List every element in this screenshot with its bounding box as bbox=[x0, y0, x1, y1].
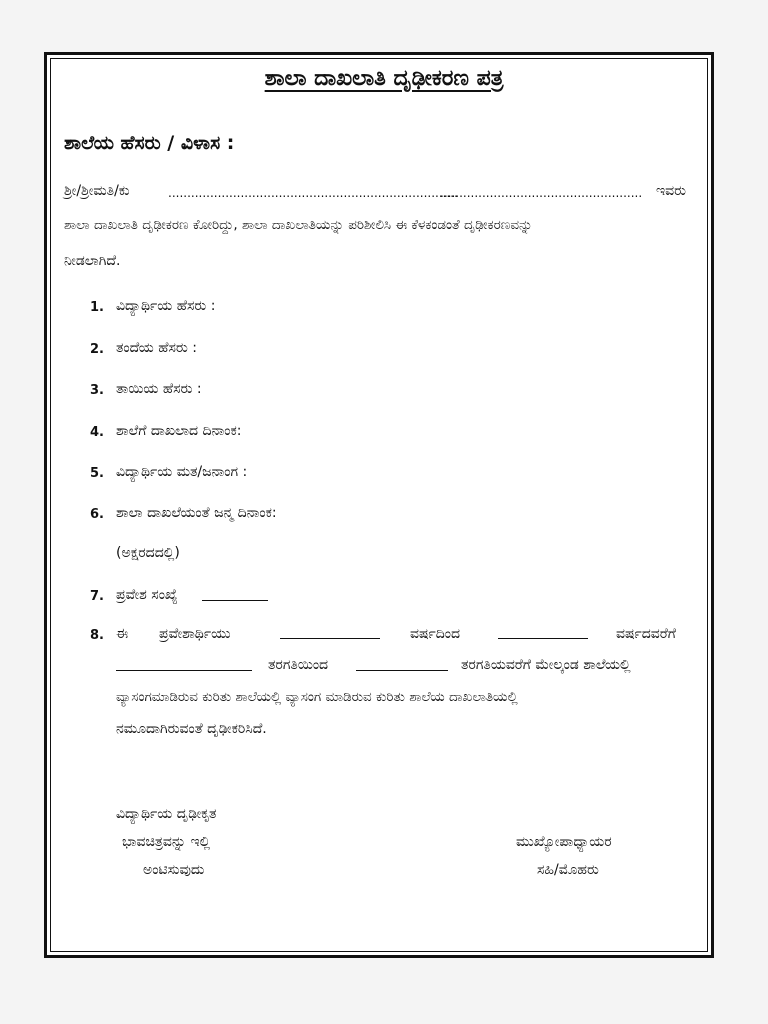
item-birth-date: ಶಾಲಾ ದಾಖಲೆಯಂತೆ ಜನ್ಮ ದಿನಾಂಕ: bbox=[116, 505, 277, 521]
ivaru-text: ಇವರು bbox=[656, 183, 686, 199]
item8-taragatiyinda: ತರಗತಿಯಿಂದ bbox=[268, 657, 329, 673]
item8-line2-end: ತರಗತಿಯವರೆಗೆ ಮೇಲ್ಕಂಡ ಶಾಲೆಯಲ್ಲಿ bbox=[461, 657, 631, 673]
name-dotted-line-2: ..................................................... bbox=[440, 186, 643, 200]
item-admission-date: ಶಾಲೆಗೆ ದಾಖಲಾದ ದಿನಾಂಕ: bbox=[116, 423, 242, 439]
intro-line-2: ಶಾಲಾ ದಾಖಲಾತಿ ದೃಢೀಕರಣ ಕೋರಿದ್ದು, ಶಾಲಾ ದಾಖಲಾತಿಯನ್ನು ಪರಿಶೀಲಿಸಿ ಈ ಕೆಳಕಂಡಂತೆ ದೃಢೀಕರಣವನ್ನು bbox=[64, 217, 533, 233]
in-words-label: (ಅಕ್ಷರದದಲ್ಲಿ) bbox=[116, 545, 180, 561]
item-admission-number: ಪ್ರವೇಶ ಸಂಖ್ಯೆ bbox=[116, 587, 178, 603]
photo-note-line-2: ಭಾವಚಿತ್ರವನ್ನು ಇಲ್ಲಿ bbox=[122, 834, 211, 850]
admission-number-blank bbox=[202, 600, 268, 601]
item-number: 6. bbox=[90, 507, 104, 522]
salutation: ಶ್ರೀ/ಶ್ರೀಮತಿ/ಕು bbox=[64, 183, 130, 199]
school-name-label: ಶಾಲೆಯ ಹೆಸರು / ವಿಳಾಸ : bbox=[64, 132, 235, 154]
item8-varshadinda: ವರ್ಷದಿಂದ bbox=[410, 626, 461, 642]
item8-pravesharthi: ಪ್ರವೇಶಾರ್ಥಿಯು bbox=[159, 626, 231, 642]
from-class-blank bbox=[116, 670, 252, 671]
item-number: 7. bbox=[90, 589, 104, 604]
item-student-name: ವಿದ್ಯಾರ್ಥಿಯ ಹೆಸರು : bbox=[116, 298, 216, 314]
item-number: 5. bbox=[90, 466, 104, 481]
headmaster-label: ಮುಖ್ಯೋಪಾಧ್ಯಾಯರ bbox=[516, 834, 612, 850]
photo-note-line-3: ಅಂಟಿಸುವುದು bbox=[143, 862, 205, 878]
item-number: 2. bbox=[90, 342, 104, 357]
item8-varshadavarege: ವರ್ಷದವರೆಗೆ bbox=[616, 626, 676, 642]
item-number: 8. bbox=[90, 628, 104, 643]
item-religion-caste: ವಿದ್ಯಾರ್ಥಿಯ ಮತ/ಜನಾಂಗ : bbox=[116, 464, 248, 480]
signature-seal-label: ಸಹಿ/ಮೊಹರು bbox=[537, 862, 599, 878]
from-year-blank bbox=[280, 638, 380, 639]
item-father-name: ತಂದೆಯ ಹೆಸರು : bbox=[116, 340, 197, 356]
item-mother-name: ತಾಯಿಯ ಹೆಸರು : bbox=[116, 381, 202, 397]
item8-line4: ನಮೂದಾಗಿರುವಂತೆ ದೃಢೀಕರಿಸಿದೆ. bbox=[116, 721, 267, 737]
item8-ee: ಈ bbox=[116, 626, 129, 642]
item-number: 3. bbox=[90, 383, 104, 398]
to-class-blank bbox=[356, 670, 448, 671]
intro-line-3: ನೀಡಲಾಗಿದೆ. bbox=[64, 253, 121, 269]
item8-line3: ವ್ಯಾಸಂಗಮಾಡಿರುವ ಕುರಿತು ಶಾಲೆಯಲ್ಲಿ ವ್ಯಾಸಂಗ ಮಾಡಿರುವ ಕುರಿತು ಶಾಲೆಯ ದಾಖಲಾತಿಯಲ್ಲಿ bbox=[116, 689, 518, 705]
document-title: ಶಾಲಾ ದಾಖಲಾತಿ ದೃಢೀಕರಣ ಪತ್ರ bbox=[264, 66, 504, 91]
name-dotted-line-1: ............................................................................ bbox=[168, 186, 458, 200]
to-year-blank bbox=[498, 638, 588, 639]
item-number: 1. bbox=[90, 300, 104, 315]
photo-note-line-1: ವಿದ್ಯಾರ್ಥಿಯ ದೃಢೀಕೃತ bbox=[116, 806, 217, 822]
item-number: 4. bbox=[90, 425, 104, 440]
